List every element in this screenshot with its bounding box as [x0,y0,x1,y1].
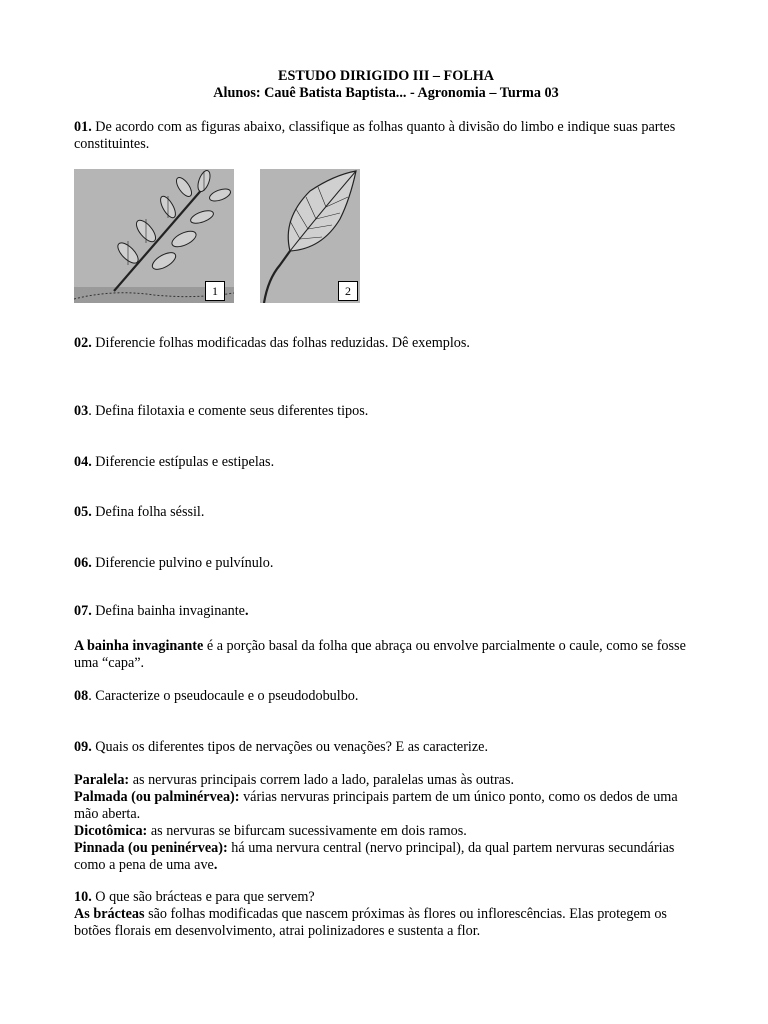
question-10-text: O que são brácteas e para que servem? [91,889,315,905]
question-06 [74,555,698,572]
answer-07 [74,638,698,672]
answer-07-text: é a porção basal da folha que abraça ou envolve parcialmente o caule, como se fosse uma “capa”. [74,638,686,671]
compound-leaf-figure [74,169,234,303]
question-07 [74,603,698,620]
question-03-number: 03 [74,403,89,419]
question-04 [74,454,698,471]
question-07-number: 07. [74,603,92,619]
question-08-text: . Caracterize o pseudocaule e o pseudodobulbo. [88,688,359,704]
answer-07-term: A bainha invaginante [74,638,204,654]
question-06-number: 06. [74,555,92,571]
question-03 [74,403,698,420]
answer-10 [74,906,698,940]
question-09 [74,739,698,756]
question-06-text: Diferencie pulvino e pulvínulo. [91,555,274,571]
venation-period: . [213,857,218,873]
venation-term: Palmada (ou palminérvea): [74,789,240,805]
venation-description: as nervuras se bifurcam sucessivamente em dois ramos. [147,823,467,839]
list-item [74,840,698,874]
question-05 [74,504,698,521]
leaf-figures [74,169,374,303]
question-02-number: 02. [74,335,92,351]
question-10-number: 10. [74,889,92,905]
list-item [74,789,698,823]
question-02 [74,335,698,352]
question-02-text: Diferencie folhas modificadas das folhas reduzidas. Dê exemplos. [91,335,470,351]
document-page [74,68,698,939]
venation-description: várias nervuras principais partem de um único ponto, como os dedos de uma mão aberta. [74,789,678,822]
question-05-text: Defina folha séssil. [91,504,205,520]
question-09-text: Quais os diferentes tipos de nervações ou venações? E as caracterize. [91,739,489,755]
question-03-text: . Defina filotaxia e comente seus diferentes tipos. [88,403,369,419]
question-08-number: 08 [74,688,89,704]
figure-1-label: 1 [205,281,225,301]
venation-term: Paralela: [74,772,130,788]
question-07-text: Defina bainha invaginante [91,603,245,619]
list-item [74,772,698,789]
venation-description: as nervuras principais correm lado a lado, paralelas umas às outras. [129,772,515,788]
simple-leaf-figure [260,169,360,303]
venation-term: Dicotômica: [74,823,148,839]
question-01-number: 01. [74,119,92,135]
document-title: ESTUDO DIRIGIDO III – FOLHA [277,68,494,84]
question-04-text: Diferencie estípulas e estipelas. [91,454,275,470]
venation-types-list [74,772,698,874]
question-07-period: . [244,603,249,619]
venation-description: há uma nervura central (nervo principal), da qual partem nervuras secundárias como a pena de uma ave [74,840,675,873]
question-04-number: 04. [74,454,92,470]
question-09-number: 09. [74,739,92,755]
document-subtitle: Alunos: Cauê Batista Baptista... - Agronomia – Turma 03 [213,85,559,101]
figure-2-label: 2 [338,281,358,301]
question-01-text: De acordo com as figuras abaixo, classifique as folhas quanto à divisão do limbo e indique suas partes constituintes. [74,119,676,152]
question-01 [74,119,698,153]
list-item [74,823,698,840]
question-10 [74,889,698,906]
answer-10-text: são folhas modificadas que nascem próximas às flores ou inflorescências. Elas protegem os botões florais em desenvolvimento, atrai polinizadores e sustenta a flor. [74,906,667,939]
question-05-number: 05. [74,504,92,520]
answer-10-term: As brácteas [74,906,145,922]
question-08 [74,688,698,705]
venation-term: Pinnada (ou peninérvea): [74,840,228,856]
